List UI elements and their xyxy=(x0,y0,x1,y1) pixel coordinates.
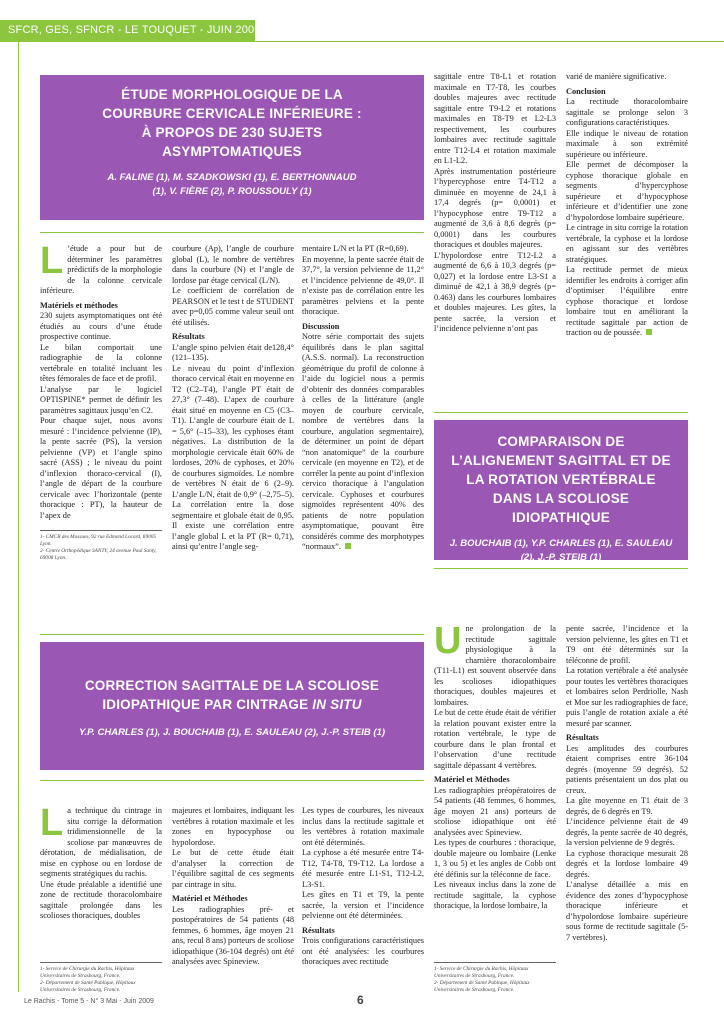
article3-title-text: CORRECTION SAGITTALE DE LA SCOLIOSE IDIOPATHIQUE PAR CINTRAGE xyxy=(84,678,380,712)
paragraph: Le cintrage in situ corrige la rotation vertébrale, la cyphose et la lordose en agissant sur des vertèbres stratégiques. xyxy=(566,223,688,264)
paragraph: Les types de courbures, les niveaux inclus dans la rectitude sagittale et les vertèbres à rotation maximale ont été déterminés. xyxy=(302,806,424,847)
paragraph: mentaire L/N et la PT (R=0,69). xyxy=(302,244,409,253)
paragraph xyxy=(302,332,424,553)
article3-dropcap: L xyxy=(40,802,64,844)
article1-authors: A. FALINE (1), M. SZADKOWSKI (1), E. BERTHONNAUD (1), V. FIÈRE (2), P. ROUSSOULY (1) xyxy=(107,172,357,197)
article3-footnote-rule xyxy=(40,962,162,963)
paragraph: Les types de courbures : thoracique, double majeure ou lombaire (Lenke 1, 3 ou 5) et les angles de Cobb ont été définis sur la téléconne de face. xyxy=(434,838,556,879)
footnote: 1- Service de Chirurgie du Rachis, Hôpitaux Universitaires de Strasbourg, France. xyxy=(434,966,529,979)
paragraph: Les radiographies pré- et postopératoires de 54 patients (48 femmes, 6 hommes, âge moyen 21 ans, recul 8 ans) porteurs de scoliose idiopathique (36-104 degrés) ont été analysées avec Spineview. xyxy=(172,904,294,966)
article3-title-box xyxy=(40,642,424,770)
paragraph: Trois configurations caractéristiques ont été analysées: les courbures thoraciques avec rectitude xyxy=(302,936,424,966)
paragraph: Les amplitudes des courbures étaient comprises entre 36-104 degrés (moyenne 59 degrés). 52 patients présentaient un dos plat ou creux. xyxy=(566,743,688,795)
article1-dropcap: L xyxy=(40,240,64,282)
section-heading: Matériel et Méthodes xyxy=(172,894,248,903)
running-header xyxy=(0,0,724,42)
paragraph-text: Notre série comportait des sujets équilibrés dans le plan sagittal (A.S.S. normal). La reconstruction géométrique du profil de colonne à l’aide du logiciel nous a permis d’obtenir des données comparables à celles de la littérature (angle moyen de courbure cervicale, nombre de vertèbres dans la courbure, angulation segmentaire), de déterminer un point de départ “non anatomique” de la courbure cervicale (en moyenne en T2), et de corréler la pente au point d’inflexion cervico thoracique à l’angulation cervicale. Cyphoses et courbures sigmoïdes représentent 40% des patients de notre population asymptomatique, pouvant être considérés comme des morphotypes “normaux”. xyxy=(302,332,424,551)
paragraph: En moyenne, la pente sacrée était de 37,7°, la version pelvienne de 11,2° et l’incidence pelvienne de 49,0°. Il n’existe pas de corrélation entre les paramètres pelviens et la pente thoracique. xyxy=(302,254,424,316)
paragraph: L’hypolordose entre T12-L2 a augmenté de 6,6 à 10,3 degrés (p= 0,027) et la lordose entre L3-S1 a diminué de 42,1 à 38,9 degrés (p= 0.463) dans les courbures lombaires et doubles majeures. Les gîtes, la pente sacrée, la version et l’incidence pelvienne n’ont pas xyxy=(434,250,556,333)
continuation-column-5 xyxy=(566,72,688,339)
section-heading: Conclusion xyxy=(566,86,606,96)
article2-title-box xyxy=(434,420,688,563)
article3-title-italic: IN SITU xyxy=(312,697,362,712)
footnote: 1- Service de Chirurgie du Rachis, Hôpitaux Universitaires de Strasbourg, France. xyxy=(40,966,135,979)
paragraph: majeures et lombaires, indiquant les vertèbres à rotation maximale et les zones en hypocyphose ou hypolordose. xyxy=(172,806,294,847)
article2-footnote-rule xyxy=(434,962,556,963)
section-heading: Résultats xyxy=(172,332,205,341)
article3-column-2 xyxy=(172,806,294,968)
paragraph: L’incidence pelvienne était de 49 degrés, la pente sacrée de 40 degrés, la version pelvienne de 9 degrés. xyxy=(566,817,688,847)
paragraph: L’analyse détaillée a mis en évidence des zones d’hypocyphose thoracique inférieure et d’hypolordose lombaire supérieure sous forme de rectitude sagittale (5-7 vertèbres). xyxy=(566,880,688,942)
paragraph-text: La rectitude permet de mieux identifier les endroits à corriger afin d’optimiser l’équilibre entre cyphose thoracique et lordose lombaire tout en améliorant la rectitude sagittale par action de traction ou de poussée. xyxy=(566,265,688,337)
article2-authors: J. BOUCHAIB (1), Y.P. CHARLES (1), E. SAULEAU (2), J.-P. STEIB (1) xyxy=(449,538,673,563)
paragraph: Le coefficient de corrélation de PEARSON et le test t de STUDENT avec p=0,05 comme valeur seuil ont été utilisés. xyxy=(172,286,294,327)
section-heading: Matériel et Méthodes xyxy=(434,775,510,784)
paragraph: La gîte moyenne en T1 était de 3 degrés, de 6 degrés en T9. xyxy=(566,796,688,816)
paragraph: Les gîtes en T1 et T9, la pente sacrée, la version et l’incidence pelvienne ont été déterminées. xyxy=(302,890,424,920)
article3-title xyxy=(80,676,384,714)
article2-title: COMPARAISON DE L’ALIGNEMENT SAGITTAL ET DE LA ROTATION VERTÉBRALE DANS LA SCOLIOSE IDIOPATHIQUE xyxy=(451,434,671,525)
article1-title-rule xyxy=(40,232,424,233)
paragraph: pente sacrée, l’incidence et la version pelvienne, les gîtes en T1 et T9 ont été déterminés sur la téléconne de profil. xyxy=(566,624,688,665)
paragraph: varié de manière significative. xyxy=(566,72,667,81)
article1-footnote-rule xyxy=(40,530,162,531)
paragraph: Une étude préalable a identifié une zone de rectitude thoracolombaire sagittale prolongée dans les scolioses thoraciques, doubles xyxy=(40,879,162,920)
article1-footnotes xyxy=(40,534,162,562)
paragraph: La cyphose a été mesurée entre T4-T12, T4-T8, T9-T12. La lordose a été mesurée entre L1-S1, T12-L2, L3-S1. xyxy=(302,848,424,889)
paragraph: Le but de cette étude était d’analyser la correction de l’équilibre sagittal de ces segments par cintrage in situ. xyxy=(172,848,294,889)
paragraph: a technique du cintrage in situ corrige la déformation tridimensionnelle de la scoliose par manœuvres de dérotation, de médialisation, de mise en cyphose ou en lordose de segments stratégiques du rachis. xyxy=(40,806,162,878)
article1-column-3 xyxy=(302,244,424,553)
paragraph: ne prolongation de la rectitude sagittale physiologique à la charnière thoracolombaire (T11-L1) est souvent observée dans les scolioses idiopathiques thoraciques, doubles majeures et lombaires. xyxy=(434,624,556,707)
article1-column-2 xyxy=(172,244,294,553)
article2-bottom-rule xyxy=(434,568,688,569)
article2-footnotes xyxy=(434,966,556,994)
article2-dropcap: U xyxy=(434,620,462,662)
paragraph: L’angle spino pelvien était de128,4° (121–135). xyxy=(172,342,294,362)
journal-footer: Le Rachis - Tome 5 - N° 3 Mai - Juin 2009 xyxy=(24,998,154,1005)
paragraph: Les niveaux inclus dans la zone de rectitude sagittale, la cyphose thoracique, la lordose lombaire, la xyxy=(434,880,556,910)
paragraph: Elle indique le niveau de rotation maximale à son extrémité supérieure ou inférieure. xyxy=(566,128,688,159)
paragraph: Pour chaque sujet, nous avons mesuré : l’incidence pelvienne (IP), la pente sacrée (PS), la version pelvienne (VP) et l’angle spino sacré (ASS) ; le niveau du point d’inflexion thoraco-cervical (I), l’angle de départ de la courbure cervicale avec l’horizontale (pente thoracique : PT), la hauteur de l’apex de xyxy=(40,416,162,520)
paragraph xyxy=(566,265,688,339)
article3-top-rule xyxy=(40,634,424,635)
article3-column-1 xyxy=(40,802,162,922)
paragraph: courbure (Ap), l’angle de courbure global (L), le nombre de vertèbres dans la courbure (N) et l’angle de lordose par étage cervical (L/N). xyxy=(172,244,294,285)
article3-authors: Y.P. CHARLES (1), J. BOUCHAIB (1), E. SAULEAU (2), J.-P. STEIB (1) xyxy=(79,727,385,738)
paragraph: ’étude a pour but de déterminer les paramètres prédictifs de la morphologie de la colonne cervicale inférieure. xyxy=(40,244,162,295)
header-rule xyxy=(255,41,724,42)
article2-top-rule xyxy=(434,412,688,413)
paragraph: Le but de cette étude était de vérifier la relation pouvant exister entre la rotation vertébrale, le type de courbure dans le plan frontal et l’observation d’une rectitude sagittale dépassant 4 vertèbres. xyxy=(434,708,556,770)
article3-column-3 xyxy=(302,806,424,968)
article3-bottom-rule xyxy=(40,780,424,781)
article2-column-5 xyxy=(566,624,688,943)
article1-title-box xyxy=(40,75,424,220)
continuation-column-4 xyxy=(434,72,556,335)
section-heading: Matériels et méthodes xyxy=(40,300,118,310)
end-mark xyxy=(646,329,652,335)
paragraph: 230 sujets asymptomatiques ont été étudiés au cours d’une étude prospective continue. xyxy=(40,311,162,341)
footnote: 1- CMCR des Massues, 92 rue Edmond Locard, 69005 Lyon. xyxy=(40,534,157,547)
header-text: SFCR, GES, SFNCR - LE TOUQUET - JUIN 2009 xyxy=(8,24,261,36)
paragraph: La rotation vertébrale a été analysée pour toutes les vertèbres thoraciques et lombaires selon Perdriolle, Nash et Moe sur les radiographies de face, puis l’angle de rotation axiale a été mesuré par scanner. xyxy=(566,666,688,728)
section-heading: Discussion xyxy=(302,321,340,331)
paragraph: L’analyse par le logiciel OPTISPINE* permet de définir les paramètres sagittaux jusqu’en C2. xyxy=(40,384,162,415)
footnote: 2- Département de Santé Publique, Hôpitaux Universitaires de Strasbourg, France. xyxy=(434,980,530,993)
paragraph: Elle permet de décomposer la cyphose thoracique globale en segments d’hypercyphose supérieure et d’hypocyphose inférieure et d’identifier une zone d’hypolordose lombaire supérieure. xyxy=(566,160,688,222)
paragraph: Le bilan comportait une radiographie de la colonne vertébrale en totalité incluant les têtes fémorales de face et de profil. xyxy=(40,342,162,383)
section-heading: Résultats xyxy=(302,925,335,935)
article2-column-4 xyxy=(434,620,556,912)
paragraph: Le niveau du point d’inflexion thoraco cervical était en moyenne en T2 (C2–T4), l’angle PT était de 27,3° (7–48). L’apex de courbure était situé en moyenne en C5 (C3–T1). L’angle de courbure était de L = 5,6° (–15–33), les cyphoses étant négatives. La distribution de la morphologie cervicale était 60% de lordoses, 20% de cyphoses, et 20% de courbures sigmoïdes. Le nombre de vertèbres N était de 6 (2–9). L’angle L/N, était de 0,9° (–2,75–5). La corrélation entre la dose segmentaire et globale était de 0,95. Il existe une corrélation entre l’angle global L et la PT (R= 0,71), ainsi qu’entre l’angle seg- xyxy=(172,363,294,551)
page-number: 6 xyxy=(357,993,364,1007)
article3-footnotes xyxy=(40,966,162,994)
paragraph: La rectitude thoracolombaire sagittale se prolonge selon 3 configurations caractéristiques. xyxy=(566,97,688,127)
paragraph: La cyphose thoracique mesurait 28 degrés et la lordose lombaire 49 degrés. xyxy=(566,848,688,879)
section-heading: Résultats xyxy=(566,733,599,742)
end-mark xyxy=(345,543,351,549)
article1-title: ÉTUDE MORPHOLOGIQUE DE LA COURBURE CERVICALE INFÉRIEURE : À PROPOS DE 230 SUJETS ASYMPTOMATIQUES xyxy=(102,87,362,159)
paragraph: Les radiographies préopératoires de 54 patients (48 femmes, 6 hommes, âge moyen 21 ans) porteurs de scoliose idiopathique ont été analysées avec Spineview. xyxy=(434,785,556,837)
paragraph: sagittale entre T8-L1 et rotation maximale en T7-T8, les courbes doubles majeures avec rectitude sagittale entre T9-L2 et rotations maximales en T8-T9 et L2-L3 respectivement, les courbures lombaires avec rectitude sagittale entre T12-L4 et rotation maximale en L1-L2. xyxy=(434,72,556,165)
article1-column-1 xyxy=(40,240,162,521)
footnote: 2- Département de Santé Publique, Hôpitaux Universitaires de Strasbourg, France. xyxy=(40,980,136,993)
paragraph: Après instrumentation postérieure l’hypercyphose entre T4-T12 a diminuée en moyenne de 24,1 à 17,4 degrés (p= 0,0001) et l’hypocyphose entre T9-T12 a augmenté de 3,6 à 8,6 degrés (p= 0,0001) dans les courbures thoraciques et doubles majeures. xyxy=(434,166,556,249)
footnote: 2- Centre Orthopédique SANTY, 24 avenue Paul Santy, 69008 Lyon. xyxy=(40,548,157,561)
left-margin-rule xyxy=(18,42,19,992)
